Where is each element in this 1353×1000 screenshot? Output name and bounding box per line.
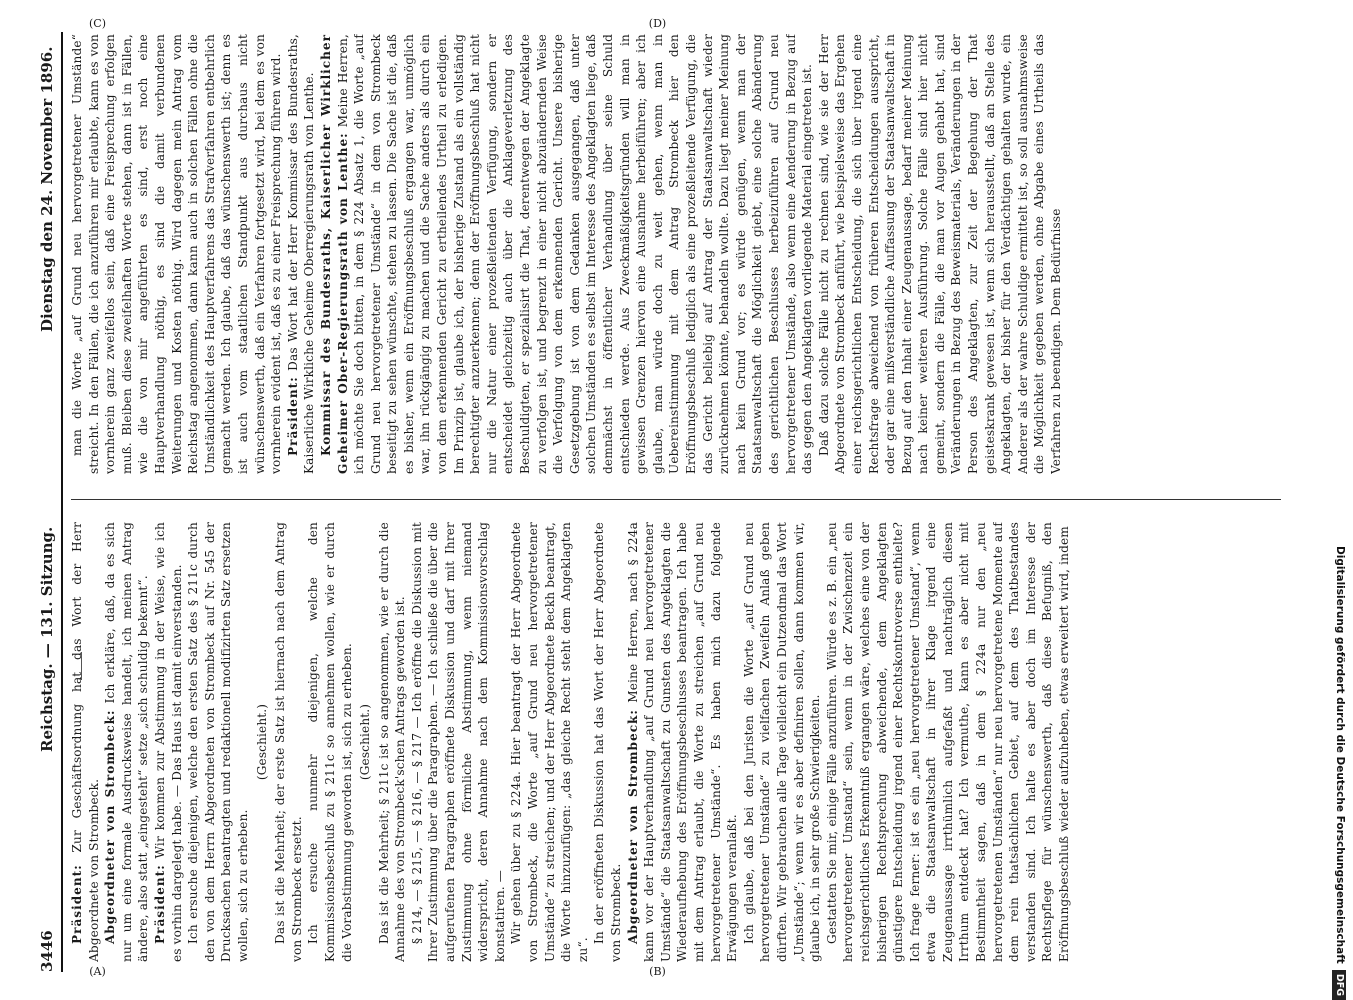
paragraph (816, 34, 1065, 474)
running-title-right: Dienstag den 24. November 1896. (38, 46, 56, 332)
paragraph (741, 522, 824, 962)
speaker-name: Präsident: (70, 864, 84, 944)
paragraph (824, 522, 1073, 962)
paragraph-text: Das ist die Mehrheit; der erste Satz ist hiernach nach dem Antrag von Strombeck ersetzt. (273, 522, 304, 962)
paragraph-text: Meine Herren, ich möchte Sie doch bitten, in dem § 224 Absatz 1, die Worte „auf Grund neu hervorgetretener Umstände“ in dem von Strombeck beseitigt zu sehen wünschte, stehen zu lassen. Die Sache ist die, daß es bisher, wenn ein Eröffnungsbeschluß ergangen war, unmöglich war, ihn rückgängig zu machen und die Sache anders als durch ein von dem erkennenden Gericht zu ertheilendes Urtheil zu erledigen. Im Prinzip ist, glaube ich, der bisherige Zustand als ein vollständig berechtigter anzuerkennen; denn der Eröffnungsbeschluß hat nicht nur die Natur einer prozeßleitenden Verfügung, sondern er entscheidet gleichzeitig auch über die Anklageverletzung des Beschuldigten, er spezialisirt die That, derentwegen der Angeklagte zu verfolgen ist, und begrenzt in einer nicht abzuändernden Weise die Verfolgung von dem erkennenden Gericht. Unsere bisherige Gesetzgebung ist von dem Gedanken ausgegangen, daß unter solchen Umständen es selbst im Interesse des Angeklagten liege, daß demnächst in öffentlicher Verhandlung über seine Schuld entschieden werde. Aus Zweckmäßigkeitsgründen will man in gewissen Grenzen hiervon eine Ausnahme herbeiführen; aber ich glaube, man würde doch zu weit gehen, wenn man in Uebereinstimmung mit dem Antrag Strombeck hier den Eröffnungsbeschluß lediglich als eine prozeßleitende Verfügung, die das Gericht beliebig auf Antrag der Staatsanwaltschaft wieder zurücknehmen könnte, behandeln wollte. Dazu liegt meiner Meinung nach kein Grund vor; es würde genügen, wenn man der Staatsanwaltschaft die Möglichkeit giebt, eine solche Abänderung des gerichtlichen Beschlusses herbeizuführen auf Grund neu hervorgetretener Umstände, also wenn eine Aenderung in Bezug auf das gegen den Angeklagten vorliegende Material eingetreten ist. (335, 34, 815, 474)
stage-direction: (Geschieht.) (358, 703, 373, 781)
paragraph (102, 522, 152, 962)
paragraph (69, 34, 285, 474)
paragraph-text: Das Wort hat der Herr Kommissar des Bundesraths, Kaiserliche Wirkliche Geheime Oberregierungsrath von Lenthe. (285, 34, 317, 474)
paragraph (185, 522, 251, 962)
paragraph-text: In der eröffneten Diskussion hat das Wort der Herr Abgeordnete von Strombeck. (592, 522, 623, 962)
rotated-text-frame (31, 16, 1321, 980)
speaker-name: Abgeordneter von Strombeck: (625, 709, 640, 944)
running-title-left: Reichstag. — 131. Sitzung. (38, 526, 56, 752)
paragraph (285, 34, 318, 474)
paragraph (409, 522, 509, 962)
margin-letter-b: (B) (649, 965, 666, 979)
paragraph-text: Ich erkläre, daß, da es sich nur um eine formale Ausdrucksweise handelt, ich meinen Antrag ändere, also statt „eingesteht“ setze „sich schuldig bekennt“. (103, 522, 151, 962)
paragraph-text: Daß dazu solche Fälle nicht zu rechnen sind, wie sie der Herr Abgeordnete von Strombeck anführt, wie beispielsweise das Ergehen einer reichsgerichtlichen Entscheidung, die sich über irgend eine Rechtsfrage abweichend von früheren Entscheidungen ausspricht, oder gar eine mißverständliche Auffassung der Staatsanwaltschaft in Bezug auf den Inhalt einer Zeugenaussage, bedarf meiner Meinung nach keiner weiteren Ausführung. Solche Fälle sind hier nicht gemeint, sondern die Fälle, die man vor Augen gehabt hat, sind Veränderungen in Bezug des Beweismaterials, Veränderungen in der Person des Angeklagten, zur Zeit der Begehung der That geisteskrank gewesen ist, wenn sich herausstellt, daß an Stelle des Angeklagten, der bisher für den Verdächtigen gehalten wurde, ein Anderer als der wahre Schuldige ermittelt ist, so soll ausnahmsweise die Möglichkeit gegeben werden, ohne Abgabe eines Urtheils das Verfahren zu beendigen. Dem Bedürfnisse (816, 34, 1064, 474)
paragraph-text: Das ist die Mehrheit; § 211c ist so angenommen, wie er durch die Annahme des von Strombeck'schen Antrags geworden ist. (376, 522, 408, 962)
margin-letter-c: (C) (89, 17, 106, 30)
column-divider (71, 499, 1281, 500)
dfg-credit-strip (1330, 0, 1353, 1000)
speaker-name: Präsident: (152, 864, 167, 944)
credit-line: Digitalisierung gefördert durch die Deutsche Forschungsgemeinschaft (1334, 546, 1346, 964)
dfg-logo-icon: DFG (1332, 970, 1346, 1000)
paragraph-text: § 214, — § 215, — § 216, — § 217 — Ich eröffne die Diskussion mit Ihrer Zustimmung über die Paragraphen. — Ich schließe die über die aufgerufenen Paragraphen eröffnete Diskussion und darf mit Ihrer Zustimmung ohne förmliche Abstimmung, wenn niemand widerspricht, deren Annahme nach dem Kommissionsvorschlag konstatiren. — (409, 522, 507, 962)
paragraph (152, 522, 185, 962)
paragraph (318, 34, 816, 474)
margin-letter-a: (A) (89, 965, 106, 979)
speaker-name: Präsident: (285, 376, 300, 456)
dfg-credit-text (1331, 0, 1349, 1000)
speaker-name: Abgeordneter von Strombeck: (103, 709, 118, 944)
paragraph-text: man die Worte „auf Grund neu hervorgetretener Umstände“ streicht. In den Fällen, die ich anzuführen mir erlaubte, kann es von vornherein ganz zweifellos sein, daß eine Freisprechung erfolgen muß. Bleiben diese zweifelhaften Worte stehen, dann ist in Fällen, wie die von mir angeführten es sind, erst noch eine Hauptverhandlung nöthig, es sind die damit verbundenen Weiterungen und Kosten nöthig. Wird dagegen mein Antrag vom Reichstag angenommen, dann kann auch in solchen Fällen ohne die Umständlichkeit des Hauptverfahrens das Strafverfahren entbehrlich gemacht werden. Ich glaube, daß das wünschenswerth ist; denn es ist auch vom staatlichen Standpunkt aus durchaus nicht wünschenswerth, daß ein Verfahren fortgesetzt wird, bei dem es von vornherein evident ist, daß es zu einer Freisprechung führen wird. (70, 34, 284, 474)
paragraph-text: Ich ersuche nunmehr diejenigen, welche den Kommissionsbeschluß zu § 211c so annehmen wollen, wie er durch die Vorabstimmung geworden ist, sich zu erheben. (306, 522, 354, 962)
right-text-column (69, 34, 1289, 474)
page-number: 3446 (38, 930, 56, 972)
stage-direction: (Geschieht.) (254, 703, 269, 781)
header-rule (61, 32, 63, 972)
paragraph (508, 522, 591, 962)
paragraph-text: Wir gehen über zu § 224a. Hier beantragt der Herr Abgeordnete von Strombeck, die Worte „auf Grund neu hervorgetretener Umstände“ zu streichen; und der Herr Abgeordnete Beckh beantragt, die Worte hinzuzufügen: „das gleiche Recht steht dem Angeklagten zu“. (509, 522, 590, 962)
left-text-column (69, 522, 1289, 962)
paragraph (625, 522, 741, 962)
paragraph-text: Wir kommen zur Abstimmung in der Weise, wie ich es vorhin dargelegt habe. — Das Haus ist damit einverstanden. (152, 522, 184, 962)
paragraph (69, 522, 102, 962)
paragraph (305, 522, 355, 962)
paragraph-text: Zur Geschäftsordnung hat das Wort der Herr Abgeordnete von Strombeck. (70, 522, 101, 962)
paragraph (376, 522, 409, 962)
paragraph-text: Gestatten Sie mir, einige Fälle anzuführen. Würde es z. B. ein „neu hervorgetretener Umstand“ sein, wenn in der Zwischenzeit ein reichsgerichtliches Erkenntniß ergangen wäre, welches eine von der bisherigen Rechtsprechung abweichende, dem Angeklagten günstigere Entscheidung irgend einer Rechtskontroverse enthielte? Ich frage ferner: ist es ein „neu hervorgetretener Umstand“, wenn etwa die Staatsanwaltschaft in ihrer Klage irgend eine Zeugenaussage irrthümlich aufgefaßt und nachträglich diesen Irrthum entdeckt hat? Ich vermuthe, kann es aber nicht mit Bestimmtheit sagen, daß in dem § 224a nur den „neu hervorgetretenen Umständen“ nur neu hervorgetretene Momente auf dem rein thatsächlichen Gebiet, auf dem des Thatbestandes verstanden sind. Ich halte es aber doch im Interesse der Rechtspflege für wünschenswerth, daß diese Befugniß, den Eröffnungsbeschluß wieder aufzuheben, etwas erweitert wird, indem (824, 522, 1072, 962)
paragraph-text: Ich ersuche diejenigen, welche den ersten Satz des § 211c durch den von dem Herrn Abgeordneten von Strombeck auf Nr. 545 der Drucksachen beantragten und redaktionell modifizirten Satz ersetzen wollen, sich zu erheben. (186, 522, 250, 962)
running-header (35, 32, 59, 972)
speaker-name: Kommissar des Bundesraths, Kaiserlicher Wirklicher Geheimer Ober-Regierungsrath von Lenthe: (318, 34, 350, 474)
paragraph-text: Meine Herren, nach § 224a kann vor der Hauptverhandlung „auf Grund neu hervorgetretener Umstände“ die Staatsanwaltschaft zu Gunsten des Angeklagten die Wiederaufhebung des Eröffnungsbeschlusses beantragen. Ich habe mit dem Antrag erlaubt, die Worte zu streichen „auf Grund neu hervorgetretener Umstände“. Es haben mich dazu folgende Erwägungen veranlaßt. (625, 522, 740, 962)
paragraph-text: Ich glaube, daß bei den Juristen die Worte „auf Grund neu hervorgetretener Umstände“ zu vielfachen Zweifeln Anlaß geben dürften. Wir gebrauchen alle Tage vielleicht ein Dutzendmal das Wort „Umstände“; wenn wir es aber definiren sollen, dann kommen wir, glaube ich, in sehr große Schwierigkeiten. (741, 522, 823, 962)
paragraph (591, 522, 624, 962)
paragraph (272, 522, 305, 962)
margin-letter-d: (D) (648, 16, 667, 30)
